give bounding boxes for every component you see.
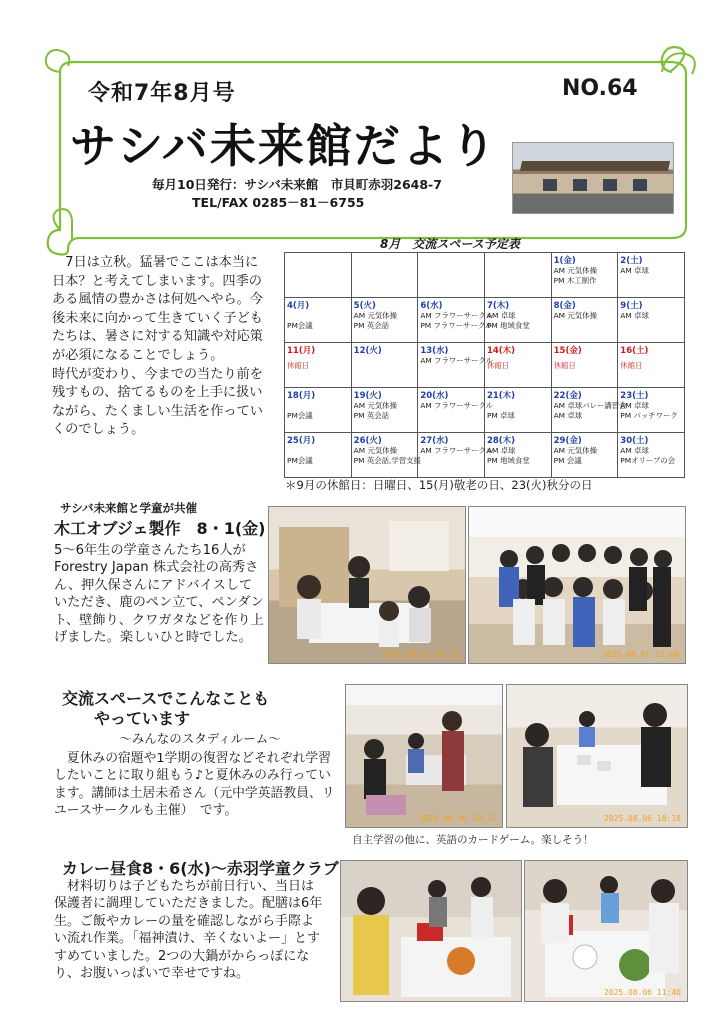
schedule-event [287,445,349,454]
schedule-event: AM 元気体操 [353,401,398,410]
schedule-day-cell [618,388,685,433]
schedule-day-cell [484,343,551,388]
photo-timestamp: 2025.08.01 15:00 [601,650,679,659]
schedule-day-cell [618,298,685,343]
schedule-day-cell [285,343,352,388]
schedule-event: PM 英会話,学習支援 [353,456,421,465]
schedule-day-cell [484,388,551,433]
schedule-date: 14(木) [486,346,516,356]
schedule-date [420,254,482,264]
schedule-date: 16(土) [620,346,649,356]
schedule-day-cell [351,433,421,478]
photo-caption: 自主学習の他に、英語のカードゲーム。楽しそう！ [352,834,594,846]
schedule-week-row [285,433,685,478]
schedule-day-cell [551,298,618,343]
schedule-table [284,252,685,478]
schedule-day-cell [418,298,493,343]
photo-timestamp: 2025.08.06 11:40 [603,988,681,997]
schedule-day-cell [484,298,551,343]
schedule-event: PM 地域食堂 [486,456,530,465]
schedule-event: PMオリーブの会 [620,456,676,465]
schedule-date: 9(土) [620,301,643,311]
schedule-day-cell [285,253,352,298]
intro-paragraph: 時代が変わり、今までの当たり前を残すもの、捨てるものを上手に扱いながら、たくましい生活を作っていくのでしょう。 [52,366,263,438]
schedule-day-cell [418,343,493,388]
schedule-event: AM 卓球 [486,446,516,455]
schedule-day-cell [551,433,618,478]
schedule-event: AM フラワーサークル [420,401,493,410]
schedule-event: AM 卓球バレー講習会 [553,401,627,410]
schedule-date: 13(水) [420,346,449,356]
schedule-date: 23(土) [620,391,649,401]
section2-heading-2: やっています [94,709,191,728]
schedule-title: 8月 交流スペース予定表 [380,237,520,251]
schedule-day-cell [285,433,352,478]
schedule-event [287,400,349,409]
schedule-date: 6(水) [420,301,443,311]
schedule-date: 25(月) [287,436,316,446]
schedule-date: 12(火) [353,346,382,356]
schedule-event: AM フラワーサークル [420,311,493,320]
schedule-day-cell [351,388,418,433]
publication-line: 毎月10日発行：サシバ未来館 市貝町赤羽2648-7 [152,177,442,192]
schedule-event: PM 木工制作 [553,276,597,285]
schedule-day-cell [418,433,493,478]
section3-heading: カレー昼食8・6(水)～赤羽学童クラブ [62,859,339,878]
schedule-date: 4(月) [287,301,310,311]
schedule-event: AM 卓球 [620,401,649,410]
schedule-week-row [285,343,685,388]
woodwork-photo-2 [468,506,686,664]
schedule-week-row [285,388,685,433]
schedule-week-row [285,253,685,298]
closure-note: ＊9月の休館日：日曜日、15(月)敬老の日、23(火)秋分の日 [285,478,593,492]
section2-heading: 交流スペースでこんなことも [62,689,270,708]
holiday-label: 休館日 [553,361,576,370]
issue-number: NO.64 [562,76,638,101]
schedule-day-cell [618,343,685,388]
schedule-event: AM フラワーサークル [420,446,493,455]
tel-fax: TEL/FAX 0285－81－6755 [192,195,365,210]
schedule-event: AM 卓球 [486,311,516,320]
newsletter-title: サシバ未来館だより [70,119,498,173]
schedule-date: 22(金) [553,391,582,401]
woodwork-photo-1 [268,506,466,664]
schedule-day-cell [551,253,618,298]
schedule-event: AM 卓球 [553,411,583,420]
schedule-date: 15(金) [553,346,582,356]
schedule-day-cell [551,388,627,433]
schedule-date: 30(土) [620,436,649,446]
holiday-label: 休館日 [620,361,643,370]
schedule-date: 18(月) [287,391,316,401]
schedule-date [487,254,549,264]
schedule-event [287,310,349,319]
section2-text: 夏休みの宿題や1学期の復習などそれぞれ学習したいことに取り組もう♪と夏休みのみ行っています。講師は土居未希さん（元中学英語教員、リユースサークルも主催） です。 [54,751,335,819]
schedule-date: 26(火) [353,436,382,446]
schedule-day-cell [351,298,418,343]
curry-photo-2 [524,860,688,1002]
schedule-event: AM 卓球 [620,311,649,320]
photo-timestamp: 2025.08.01 14:22 [381,650,459,659]
schedule-event: PM 地域食堂 [486,321,530,330]
schedule-day-cell [484,253,551,298]
photo-timestamp: 2025.08.06 10:18 [603,814,681,823]
schedule-event: PM 英会話 [353,411,390,420]
schedule-event: PM会議 [287,321,313,330]
schedule-date: 1(金) [553,256,576,266]
section1-subtitle: サシバ未来館と学童が共催 [60,501,197,515]
schedule-event: AM 元気体操 [553,266,597,275]
schedule-date [354,254,416,264]
schedule-event: AM 元気体操 [553,446,597,455]
schedule-date: 2(土) [620,256,643,266]
schedule-event: PM フラワーサークル [420,321,493,330]
schedule-day-cell [618,433,685,478]
schedule-day-cell [351,253,418,298]
schedule-day-cell [351,343,418,388]
schedule-date: 29(金) [553,436,582,446]
building-photo [512,142,674,214]
schedule-event [487,400,549,409]
schedule-event: AM 元気体操 [353,311,398,320]
publication-info [152,176,442,212]
schedule-event: AM 卓球 [620,266,649,275]
schedule-day-cell [285,388,352,433]
schedule-event: PM会議 [287,411,313,420]
schedule-date: 19(火) [353,391,382,401]
intro-text [52,254,270,440]
schedule-date: 8(金) [553,301,576,311]
schedule-date: 5(火) [353,301,376,311]
schedule-date: 21(木) [486,391,516,401]
schedule-event: PM 英会話 [353,321,390,330]
schedule-day-cell [285,298,352,343]
photo-timestamp: 2025.08.06 10:12 [418,814,496,823]
schedule-day-cell [418,253,485,298]
schedule-date: 27(水) [420,436,449,446]
holiday-label: 休館日 [486,361,510,370]
schedule-event: AM フラワーサークル [420,356,493,365]
holiday-label: 休館日 [287,361,310,370]
schedule-day-cell [551,343,618,388]
section1-text: 5～6年生の学童さんたち16人がForestry Japan 株式会社の高秀さん、押久保さんにアドバイスしていただき、鹿のペン立て、ペンダント、壁飾り、クワガタなどを作り上げました。楽しいひと時でした。 [54,543,264,646]
schedule-date: 7(木) [486,301,510,311]
section3-text: 材料切りは子どもたちが前日行い、当日は保護者に調理していただきました。配膳は6年生。ご飯やカレーの量を確認しながら手際よい流れ作業。「福神漬け、辛くないよー」とすすめていました。2つの大鍋がからっぽになり、お腹いっぱいで幸せですね。 [54,879,323,982]
section2-subtitle: ～みんなのスタディルーム～ [119,731,281,746]
schedule-date: 28(木) [486,436,516,446]
schedule-event: PM会議 [287,456,313,465]
schedule-day-cell [418,388,493,433]
schedule-event: AM 卓球 [620,446,649,455]
schedule-week-row [285,298,685,343]
study-photo-2 [506,684,688,828]
schedule-event: AM 元気体操 [353,446,398,455]
schedule-event: PM パッチワーク [620,411,678,420]
study-photo-1 [345,684,503,828]
schedule-event: PM 卓球 [486,411,515,420]
schedule-day-cell [618,253,685,298]
schedule-date: 20(水) [420,391,449,401]
curry-photo-1 [340,860,522,1002]
intro-paragraph: 7日は立秋。猛暑でここは本当に日本？と考えてしまいます。四季のある風情の豊かさは何処へやら。今後未来に向かって生きていく子どもたちは、暑さに対する知識や対応策が必須になることでしょう。 [52,255,263,363]
issue-date: 令和7年8月号 [88,81,236,106]
schedule-date [287,254,349,264]
schedule-event: AM 元気体操 [553,311,597,320]
schedule-event: PM 会議 [553,456,582,465]
section1-heading: 木工オブジェ製作 8・1(金) [54,519,266,538]
schedule-date: 11(月) [287,346,316,356]
schedule-day-cell [484,433,551,478]
